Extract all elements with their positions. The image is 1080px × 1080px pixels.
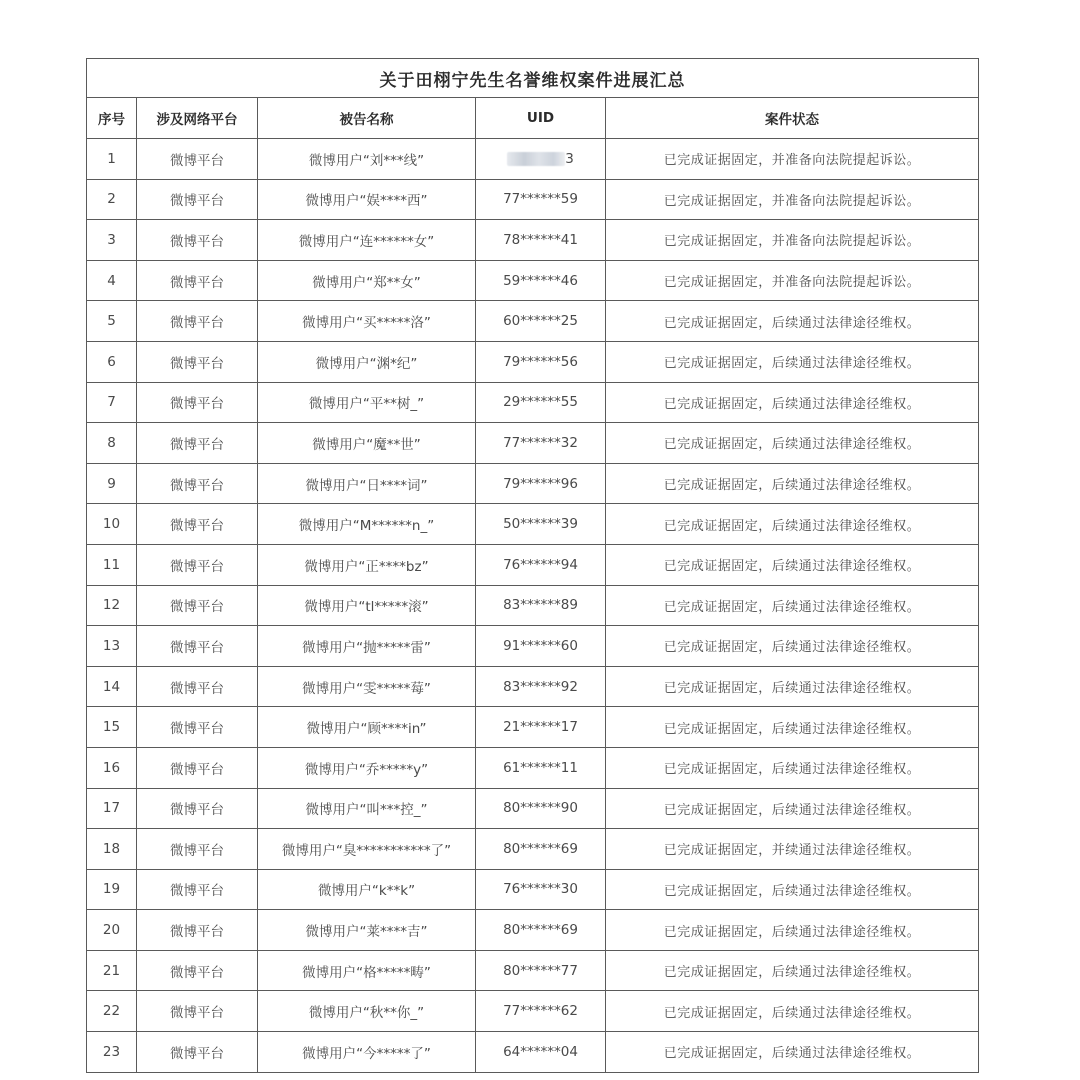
- row-status: 已完成证据固定，后续通过法律途径维权。: [606, 991, 979, 1032]
- row-status: 已完成证据固定，后续通过法律途径维权。: [606, 463, 979, 504]
- row-platform: 微博平台: [137, 544, 258, 585]
- row-defendant: 微博用户“乔*****y”: [258, 747, 476, 788]
- row-number: 11: [87, 544, 137, 585]
- row-status: 已完成证据固定，并准备向法院提起诉讼。: [606, 179, 979, 220]
- row-number: 22: [87, 991, 137, 1032]
- table-row: [87, 301, 979, 342]
- row-uid: 80******90: [476, 788, 606, 829]
- row-number: 18: [87, 829, 137, 870]
- row-platform: 微博平台: [137, 991, 258, 1032]
- row-uid: 60******25: [476, 301, 606, 342]
- header-status: 案件状态: [606, 98, 979, 139]
- row-number: 9: [87, 463, 137, 504]
- row-uid: 59******46: [476, 260, 606, 301]
- header-row: [87, 98, 979, 139]
- row-uid: 77******59: [476, 179, 606, 220]
- table-row: [87, 179, 979, 220]
- row-platform: 微博平台: [137, 950, 258, 991]
- table-row: [87, 747, 979, 788]
- row-platform: 微博平台: [137, 423, 258, 464]
- row-number: 10: [87, 504, 137, 545]
- table-row: [87, 626, 979, 667]
- row-status: 已完成证据固定，后续通过法律途径维权。: [606, 666, 979, 707]
- row-status: 已完成证据固定，后续通过法律途径维权。: [606, 544, 979, 585]
- row-defendant: 微博用户“渊*纪”: [258, 341, 476, 382]
- row-status: 已完成证据固定，后续通过法律途径维权。: [606, 301, 979, 342]
- row-number: 7: [87, 382, 137, 423]
- row-platform: 微博平台: [137, 666, 258, 707]
- table-row: [87, 950, 979, 991]
- row-platform: 微博平台: [137, 626, 258, 667]
- row-uid: 77******32: [476, 423, 606, 464]
- document-title: 关于田栩宁先生名誉维权案件进展汇总: [87, 59, 979, 98]
- row-status: 已完成证据固定，后续通过法律途径维权。: [606, 910, 979, 951]
- header-platform: 涉及网络平台: [137, 98, 258, 139]
- row-platform: 微博平台: [137, 1032, 258, 1073]
- row-number: 6: [87, 341, 137, 382]
- row-defendant: 微博用户“抛*****雷”: [258, 626, 476, 667]
- row-defendant: 微博用户“tl*****滚”: [258, 585, 476, 626]
- row-number: 8: [87, 423, 137, 464]
- row-platform: 微博平台: [137, 301, 258, 342]
- row-defendant: 微博用户“日****词”: [258, 463, 476, 504]
- table-row: [87, 991, 979, 1032]
- row-defendant: 微博用户“顾****in”: [258, 707, 476, 748]
- row-status: 已完成证据固定，后续通过法律途径维权。: [606, 585, 979, 626]
- row-number: 13: [87, 626, 137, 667]
- row-platform: 微博平台: [137, 585, 258, 626]
- table-row: [87, 585, 979, 626]
- row-platform: 微博平台: [137, 747, 258, 788]
- table-row: [87, 139, 979, 180]
- row-number: 17: [87, 788, 137, 829]
- row-platform: 微博平台: [137, 829, 258, 870]
- row-defendant: 微博用户“叫***控_”: [258, 788, 476, 829]
- row-defendant: 微博用户“莱****吉”: [258, 910, 476, 951]
- table-row: [87, 1032, 979, 1073]
- row-number: 12: [87, 585, 137, 626]
- row-uid: 79******56: [476, 341, 606, 382]
- table-row: [87, 788, 979, 829]
- row-uid: 76******30: [476, 869, 606, 910]
- row-platform: 微博平台: [137, 910, 258, 951]
- row-uid: 83******92: [476, 666, 606, 707]
- table-row: [87, 829, 979, 870]
- row-number: 21: [87, 950, 137, 991]
- row-status: 已完成证据固定，后续通过法律途径维权。: [606, 626, 979, 667]
- row-status: 已完成证据固定，后续通过法律途径维权。: [606, 341, 979, 382]
- table-row: [87, 504, 979, 545]
- row-defendant: 微博用户“平**树_”: [258, 382, 476, 423]
- row-status: 已完成证据固定，后续通过法律途径维权。: [606, 747, 979, 788]
- row-uid: 79******96: [476, 463, 606, 504]
- row-platform: 微博平台: [137, 869, 258, 910]
- row-defendant: 微博用户“M******n_”: [258, 504, 476, 545]
- document-sheet: [86, 58, 978, 1073]
- table-row: [87, 341, 979, 382]
- row-status: 已完成证据固定，后续通过法律途径维权。: [606, 423, 979, 464]
- table-row: [87, 423, 979, 464]
- table-body: [87, 139, 979, 1073]
- row-status: 已完成证据固定，后续通过法律途径维权。: [606, 504, 979, 545]
- row-uid: 50******39: [476, 504, 606, 545]
- table-row: [87, 463, 979, 504]
- row-defendant: 微博用户“k**k”: [258, 869, 476, 910]
- table-row: [87, 382, 979, 423]
- header-no: 序号: [87, 98, 137, 139]
- row-platform: 微博平台: [137, 504, 258, 545]
- row-platform: 微博平台: [137, 788, 258, 829]
- table-row: [87, 544, 979, 585]
- header-defendant: 被告名称: [258, 98, 476, 139]
- row-platform: 微博平台: [137, 139, 258, 180]
- row-defendant: 微博用户“连******女”: [258, 220, 476, 261]
- row-uid: 61******11: [476, 747, 606, 788]
- row-uid: 64******04: [476, 1032, 606, 1073]
- row-uid: 80******77: [476, 950, 606, 991]
- row-platform: 微博平台: [137, 220, 258, 261]
- table-row: [87, 260, 979, 301]
- row-uid: 83******89: [476, 585, 606, 626]
- row-status: 已完成证据固定，后续通过法律途径维权。: [606, 382, 979, 423]
- row-number: 3: [87, 220, 137, 261]
- row-status: 已完成证据固定，后续通过法律途径维权。: [606, 950, 979, 991]
- row-status: 已完成证据固定，后续通过法律途径维权。: [606, 1032, 979, 1073]
- row-platform: 微博平台: [137, 179, 258, 220]
- row-status: 已完成证据固定，并准备向法院提起诉讼。: [606, 139, 979, 180]
- row-number: 20: [87, 910, 137, 951]
- row-platform: 微博平台: [137, 382, 258, 423]
- row-status: 已完成证据固定，后续通过法律途径维权。: [606, 869, 979, 910]
- row-defendant: 微博用户“今*****了”: [258, 1032, 476, 1073]
- row-number: 5: [87, 301, 137, 342]
- row-uid: 80******69: [476, 829, 606, 870]
- row-defendant: 微博用户“刘***线”: [258, 139, 476, 180]
- table-row: [87, 707, 979, 748]
- row-number: 23: [87, 1032, 137, 1073]
- row-uid: 77******62: [476, 991, 606, 1032]
- row-defendant: 微博用户“正****bz”: [258, 544, 476, 585]
- uid-visible-tail: 3: [565, 150, 574, 167]
- row-uid: 91******60: [476, 626, 606, 667]
- row-defendant: 微博用户“娱****西”: [258, 179, 476, 220]
- table-row: [87, 666, 979, 707]
- row-uid: 21******17: [476, 707, 606, 748]
- row-status: 已完成证据固定，后续通过法律途径维权。: [606, 707, 979, 748]
- row-number: 16: [87, 747, 137, 788]
- row-platform: 微博平台: [137, 707, 258, 748]
- row-uid: 76******94: [476, 544, 606, 585]
- row-platform: 微博平台: [137, 341, 258, 382]
- row-defendant: 微博用户“买*****洛”: [258, 301, 476, 342]
- row-defendant: 微博用户“魔**世”: [258, 423, 476, 464]
- row-uid: [476, 139, 606, 180]
- row-platform: 微博平台: [137, 463, 258, 504]
- header-uid: UID: [476, 98, 606, 139]
- table-row: [87, 910, 979, 951]
- redaction-blur: [507, 152, 565, 166]
- row-defendant: 微博用户“格*****畴”: [258, 950, 476, 991]
- table-row: [87, 869, 979, 910]
- row-platform: 微博平台: [137, 260, 258, 301]
- row-uid: 29******55: [476, 382, 606, 423]
- row-defendant: 微博用户“郑**女”: [258, 260, 476, 301]
- row-number: 19: [87, 869, 137, 910]
- row-defendant: 微博用户“雯*****莓”: [258, 666, 476, 707]
- row-number: 4: [87, 260, 137, 301]
- row-status: 已完成证据固定，并续通过法律途径维权。: [606, 829, 979, 870]
- row-uid: 78******41: [476, 220, 606, 261]
- row-number: 2: [87, 179, 137, 220]
- table-row: [87, 220, 979, 261]
- row-uid: 80******69: [476, 910, 606, 951]
- title-row: [87, 59, 979, 98]
- row-number: 15: [87, 707, 137, 748]
- case-progress-table: [86, 58, 979, 1073]
- row-status: 已完成证据固定，并准备向法院提起诉讼。: [606, 260, 979, 301]
- row-defendant: 微博用户“秋**你_”: [258, 991, 476, 1032]
- row-number: 14: [87, 666, 137, 707]
- row-defendant: 微博用户“臭***********了”: [258, 829, 476, 870]
- row-number: 1: [87, 139, 137, 180]
- row-status: 已完成证据固定，并准备向法院提起诉讼。: [606, 220, 979, 261]
- row-status: 已完成证据固定，后续通过法律途径维权。: [606, 788, 979, 829]
